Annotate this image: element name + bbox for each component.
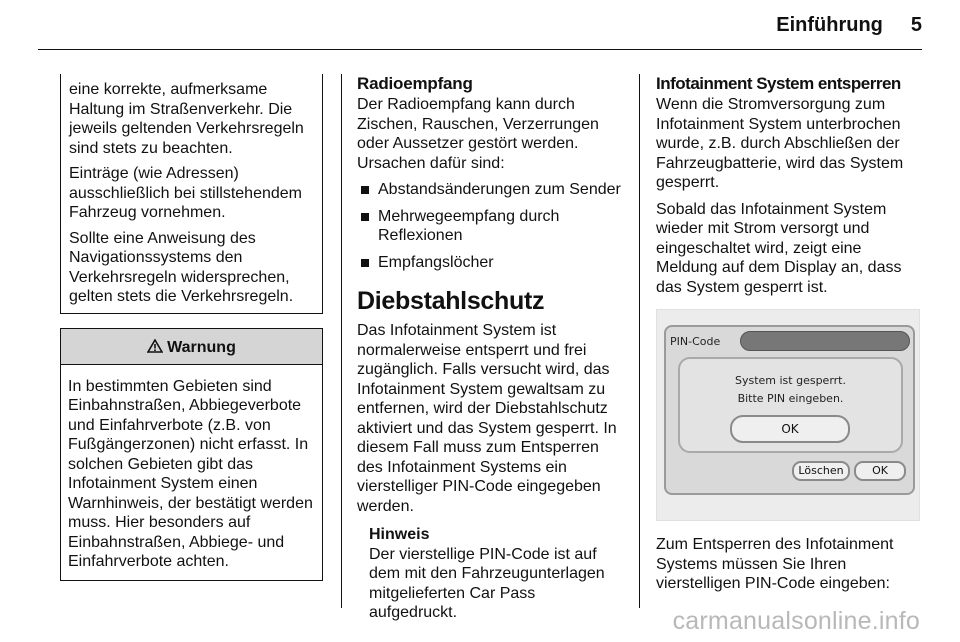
- note-title: Hinweis: [369, 526, 430, 543]
- unlock-heading: Infotainment System entsperren: [656, 74, 901, 93]
- bullet-list: [357, 180, 625, 272]
- column-3: [656, 74, 922, 601]
- theft-heading: Diebstahlschutz: [357, 287, 545, 315]
- note-box: [357, 525, 625, 623]
- radio-text: Der Radioempfang kann durch Zischen, Rauschen, Verzerrungen oder Aussetzer gestört werden. Ursachen dafür sind:: [357, 96, 599, 172]
- list-item: Mehrwegeempfang durch Reflexionen: [357, 207, 625, 246]
- bullet-square-icon: [361, 213, 369, 221]
- bullet-square-icon: [361, 186, 369, 194]
- warning-title: Warnung: [167, 338, 236, 356]
- ok-button[interactable]: OK: [854, 461, 906, 481]
- pin-code-input[interactable]: [740, 331, 910, 351]
- note-text: Der vierstellige PIN-Code ist auf dem mit den Fahrzeugunterlagen mitgelieferten Car Pass aufgedruckt.: [369, 545, 605, 621]
- theft-text: Das Infotainment System ist normalerweise entsperrt und frei zugänglich. Falls versucht wird, das Infotainment System gewaltsam zu entfernen, wird der Diebstahlschutz aktiviert und das System gesperrt. In diesem Fall muss zum Entsperren des Infotainment Systems ein vierstelliger PIN-Code eingegeben werden.: [357, 322, 617, 515]
- display-frame: [664, 325, 915, 495]
- dialog-message-line1: System ist gesperrt.: [734, 374, 846, 387]
- paragraph: Sollte eine Anweisung des Navigationssystems den Verkehrsregeln widersprechen, gelten stets die Verkehrsregeln.: [69, 229, 294, 305]
- warning-box: [60, 328, 323, 581]
- page-header: [38, 14, 922, 50]
- paragraph: Zum Entsperren des Infotainment Systems müssen Sie Ihren vierstelligen PIN-Code eingeben:: [656, 536, 894, 592]
- column-2: [357, 74, 625, 623]
- warning-header: [61, 329, 322, 365]
- warning-text: In bestimmten Gebieten sind Einbahnstraßen, Abbiegeverbote und Einfahrverbote (z.B. von Fußgängerzonen) nicht erfasst. In solchen Gebieten gibt das Infotainment System einen Warnhinweis, der bestätigt werden muss. Hier besonders auf Einbahnstraßen, Abbiege- und Einfahrverbote achten.: [68, 377, 313, 570]
- continued-text-box: [60, 74, 323, 314]
- page-number: 5: [910, 14, 922, 36]
- bullet-square-icon: [361, 259, 369, 267]
- column-1: [60, 74, 323, 581]
- paragraph: Sobald das Infotainment System wieder mit Strom versorgt und eingeschaltet wird, zeigt eine Meldung auf dem Display an, dass das System gesperrt ist.: [656, 200, 902, 296]
- paragraph: Wenn die Stromversorgung zum Infotainment System unterbrochen wurde, z.B. durch Abschließen der Fahrzeugbatterie, wird das System gesperrt.: [656, 96, 904, 191]
- dialog-message-line2: Bitte PIN eingeben.: [737, 392, 844, 405]
- display-screenshot: [656, 309, 920, 521]
- dialog-ok-button[interactable]: OK: [730, 415, 850, 443]
- paragraph: eine korrekte, aufmerksame Haltung im Straßenverkehr. Die jeweils geltenden Verkehrsregeln sind stets zu beachten.: [69, 81, 304, 157]
- radio-heading: Radioempfang: [357, 74, 473, 93]
- page-title: Einführung: [776, 14, 883, 36]
- pin-code-label: PIN-Code: [670, 335, 721, 348]
- locked-dialog: [678, 357, 903, 453]
- paragraph: Einträge (wie Adressen) ausschließlich bei stillstehendem Fahrzeug vornehmen.: [69, 165, 302, 221]
- watermark: carmanualsonline.info: [672, 607, 920, 635]
- warning-triangle-icon: [147, 329, 163, 365]
- list-item: Abstandsänderungen zum Sender: [357, 180, 625, 200]
- delete-button[interactable]: Löschen: [792, 461, 850, 481]
- list-item: Empfangslöcher: [357, 253, 625, 273]
- column-divider-right: [639, 74, 640, 608]
- column-divider-left: [341, 74, 342, 608]
